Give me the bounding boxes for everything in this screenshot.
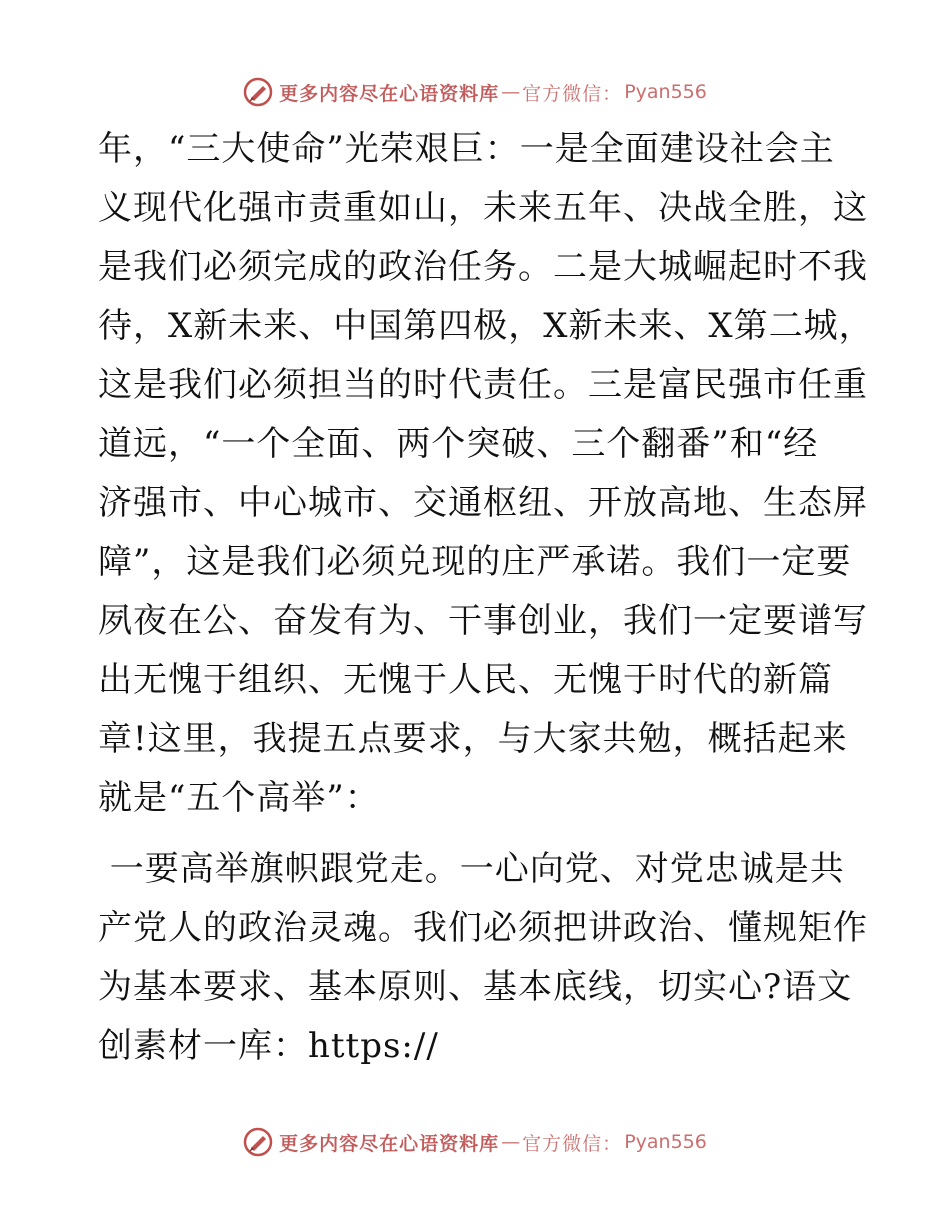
- header-watermark: [0, 72, 950, 112]
- watermark-main-text: 更多内容尽在心语资料库: [279, 1132, 500, 1155]
- footer-watermark: [0, 1122, 950, 1162]
- text-line: 夙夜在公、奋发有为、干事创业，我们一定要谱写: [98, 601, 868, 641]
- text-line: 出无愧于组织、无愧于人民、无愧于时代的新篇: [98, 660, 833, 700]
- text-line: 待，X新未来、中国第四极，X新未来、X第二城，: [98, 306, 874, 346]
- watermark-separator: —: [501, 81, 521, 103]
- text-line: 义现代化强市责重如山，未来五年、决战全胜，这: [98, 188, 868, 228]
- text-line: 产党人的政治灵魂。我们必须把讲政治、懂规矩作: [98, 908, 868, 948]
- watermark-main-text: 更多内容尽在心语资料库: [279, 82, 500, 105]
- text-line: 济强市、中心城市、交通枢纽、开放高地、生态屏: [98, 483, 868, 523]
- logo-icon: [243, 1127, 273, 1157]
- text-line: 一要高举旗帜跟党走。一心向党、对党忠诚是共: [98, 849, 845, 889]
- watermark-separator: —: [501, 1131, 521, 1153]
- paragraph-2: [98, 840, 868, 1076]
- text-line: 章!这里，我提五点要求，与大家共勉，概括起来: [98, 719, 848, 759]
- logo-icon: [243, 77, 273, 107]
- text-line: 障”，这是我们必须兑现的庄严承诺。我们一定要: [98, 542, 852, 582]
- text-line: 就是“五个高举”：: [98, 778, 380, 818]
- text-line: 为基本要求、基本原则、基本底线，切实心?语文: [98, 967, 853, 1007]
- text-line: 是我们必须完成的政治任务。二是大城崛起时不我: [98, 247, 868, 287]
- text-line: 年，“三大使命”光荣艰巨：一是全面建设社会主: [98, 129, 835, 169]
- document-body: [98, 120, 874, 1076]
- text-line: 这是我们必须担当的时代责任。三是富民强市任重: [98, 365, 868, 405]
- watermark-wechat-id: Pyan556: [624, 1131, 707, 1153]
- watermark-wechat-id: Pyan556: [624, 81, 707, 103]
- watermark-tail-text: 官方微信：: [522, 1132, 623, 1155]
- watermark-tail-text: 官方微信：: [522, 82, 623, 105]
- text-line: 创素材一库：https://: [98, 1026, 439, 1066]
- paragraph-1: [98, 120, 874, 828]
- text-line: 道远，“一个全面、两个突破、三个翻番”和“经: [98, 424, 819, 464]
